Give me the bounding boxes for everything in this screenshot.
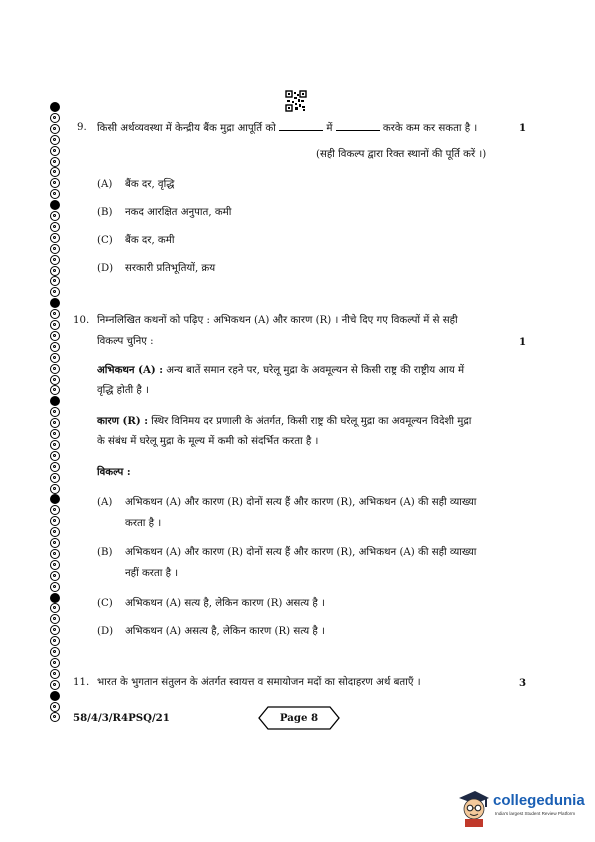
q11-text: भारत के भुगतान संतुलन के अंतर्गत स्वायत्त व समायोजन मदों का सोदाहरण अर्थ बताएँ । [97, 677, 421, 688]
paper-code: 58/4/3/R4PSQ/21 [73, 712, 170, 724]
q9-number: 9. [77, 122, 87, 133]
q10-option-d-line-1: अभिकथन (A) असत्य है, लेकिन कारण (R) सत्य है । [125, 626, 325, 637]
q10-line-1: निम्नलिखित कथनों को पढ़िए : अभिकथन (A) और कारण (R) । नीचे दिए गए विकल्पों में से सही [97, 315, 458, 326]
ring-margin-icon [50, 255, 60, 265]
q11-marks: 3 [519, 677, 527, 689]
ring-margin-icon [50, 353, 60, 363]
options-heading: विकल्प : [97, 466, 131, 478]
brand-tagline: India's largest Student Review Platform [495, 811, 576, 816]
ring-margin-icon [50, 178, 60, 188]
ring-margin-icon [50, 712, 60, 722]
ring-margin-icon [50, 200, 60, 210]
q9-option-a-label: (A) [97, 179, 113, 190]
ring-margin-icon [50, 167, 60, 177]
q10-option-b-line-1: अभिकथन (A) और कारण (R) दोनों सत्य हैं और कारण (R), अभिकथन (A) की सही व्याख्या [125, 547, 477, 558]
ring-margin-icon [50, 505, 60, 515]
ring-margin-icon [50, 571, 60, 581]
assertion-line-1 [97, 363, 464, 378]
brand-logo [455, 786, 587, 830]
ring-margin-icon [50, 494, 60, 504]
ring-margin-icon [50, 603, 60, 613]
q10-option-b-label: (B) [97, 547, 113, 558]
ring-margin-icon [50, 538, 60, 548]
q9-option-c-text: बैंक दर, कमी [125, 235, 175, 246]
ring-margin-icon [50, 484, 60, 494]
ring-margin-icon [50, 636, 60, 646]
q9-marks: 1 [519, 122, 527, 134]
q9-instruction: (सही विकल्प द्वारा रिक्त स्थानों की पूर्ति करें ।) [316, 149, 487, 160]
q11-number: 11. [73, 677, 90, 688]
ring-margin-icon [50, 582, 60, 592]
ring-margin-icon [50, 560, 60, 570]
q10-option-c-label: (C) [97, 598, 113, 609]
ring-margin-icon [50, 102, 60, 112]
q10-option-a-label: (A) [97, 497, 113, 508]
assertion-line-2: वृद्धि होती है । [97, 385, 149, 396]
page-label [258, 706, 340, 730]
q9-option-c-label: (C) [97, 235, 113, 246]
ring-margin-icon [50, 527, 60, 537]
ring-margin-icon [50, 647, 60, 657]
ring-margin-icon [50, 702, 60, 712]
q10-marks: 1 [519, 336, 527, 348]
ring-margin-icon [50, 157, 60, 167]
ring-margin-icon [50, 287, 60, 297]
brand-name: collegedunia [493, 792, 585, 809]
q10-option-c-line-1: अभिकथन (A) सत्य है, लेकिन कारण (R) असत्य है । [125, 598, 325, 609]
ring-margin-icon [50, 440, 60, 450]
assertion-text: अन्य बातें समान रहने पर, घरेलू मुद्रा के अवमूल्यन से किसी राष्ट्र की राष्ट्रीय आय में [166, 365, 465, 376]
assertion-label: अभिकथन (A) : [97, 364, 163, 376]
ring-margin-icon [50, 244, 60, 254]
ring-margin-icon [50, 680, 60, 690]
page-number: Page 8 [279, 712, 319, 724]
ring-margin-icon [50, 396, 60, 406]
reason-line-1 [97, 414, 471, 429]
q9-text-part-a: किसी अर्थव्यवस्था में केन्द्रीय बैंक मुद्रा आपूर्ति को [97, 123, 276, 134]
q10-line-2: विकल्प चुनिए : [97, 336, 154, 347]
ring-margin-icon [50, 691, 60, 701]
ring-margin-icon [50, 614, 60, 624]
q10-option-d-label: (D) [97, 626, 114, 637]
q10-option-b-line-2: नहीं करता है । [125, 568, 179, 579]
ring-margin-icon [50, 429, 60, 439]
ring-margin-icon [50, 385, 60, 395]
ring-margin-icon [50, 593, 60, 603]
q9-option-a-text: बैंक दर, वृद्धि [125, 179, 175, 190]
q9-option-b-text: नकद आरक्षित अनुपात, कमी [125, 207, 232, 218]
ring-margin-icon [50, 189, 60, 199]
ring-margin-icon [50, 298, 60, 308]
ring-margin-icon [50, 407, 60, 417]
q10-number: 10. [73, 315, 90, 326]
ring-margin-icon [50, 309, 60, 319]
ring-margin-icon [50, 342, 60, 352]
ring-margin-icon [50, 375, 60, 385]
ring-margin-icon [50, 331, 60, 341]
ring-margin-icon [50, 549, 60, 559]
ring-margin-icon [50, 320, 60, 330]
reason-line-2: के संबंध में घरेलू मुद्रा के मूल्य में कमी को संदर्भित करता है । [97, 436, 319, 447]
qr-code-icon [285, 90, 307, 112]
ring-margin-icon [50, 669, 60, 679]
ring-margin-icon [50, 658, 60, 668]
ring-margin-icon [50, 418, 60, 428]
ring-margin-icon [50, 516, 60, 526]
ring-margin-icon [50, 451, 60, 461]
q9-option-d-text: सरकारी प्रतिभूतियों, क्रय [125, 263, 216, 274]
q9-text-part-b: में [326, 123, 333, 134]
q9-text-part-c: करके कम कर सकता है । [382, 123, 478, 134]
q10-option-a-line-2: करता है । [125, 518, 162, 529]
ring-margin-icon [50, 276, 60, 286]
ring-margin-icon [50, 462, 60, 472]
fill-blank [279, 121, 323, 131]
ring-margin [47, 102, 63, 722]
ring-margin-icon [50, 146, 60, 156]
mascot-icon [455, 788, 491, 828]
q10-option-a-line-1: अभिकथन (A) और कारण (R) दोनों सत्य हैं और कारण (R), अभिकथन (A) की सही व्याख्या [125, 497, 477, 508]
ring-margin-icon [50, 113, 60, 123]
ring-margin-icon [50, 364, 60, 374]
ring-margin-icon [50, 473, 60, 483]
q9-option-d-label: (D) [97, 263, 114, 274]
ring-margin-icon [50, 625, 60, 635]
reason-label: कारण (R) : [97, 415, 148, 427]
ring-margin-icon [50, 233, 60, 243]
ring-margin-icon [50, 211, 60, 221]
q9-text [97, 121, 477, 136]
fill-blank [336, 121, 380, 131]
ring-margin-icon [50, 124, 60, 134]
q9-option-b-label: (B) [97, 207, 113, 218]
ring-margin-icon [50, 135, 60, 145]
reason-text: स्थिर विनिमय दर प्रणाली के अंतर्गत, किसी राष्ट्र की घरेलू मुद्रा का अवमूल्यन विदेशी मुद्रा [151, 416, 472, 427]
ring-margin-icon [50, 266, 60, 276]
ring-margin-icon [50, 222, 60, 232]
